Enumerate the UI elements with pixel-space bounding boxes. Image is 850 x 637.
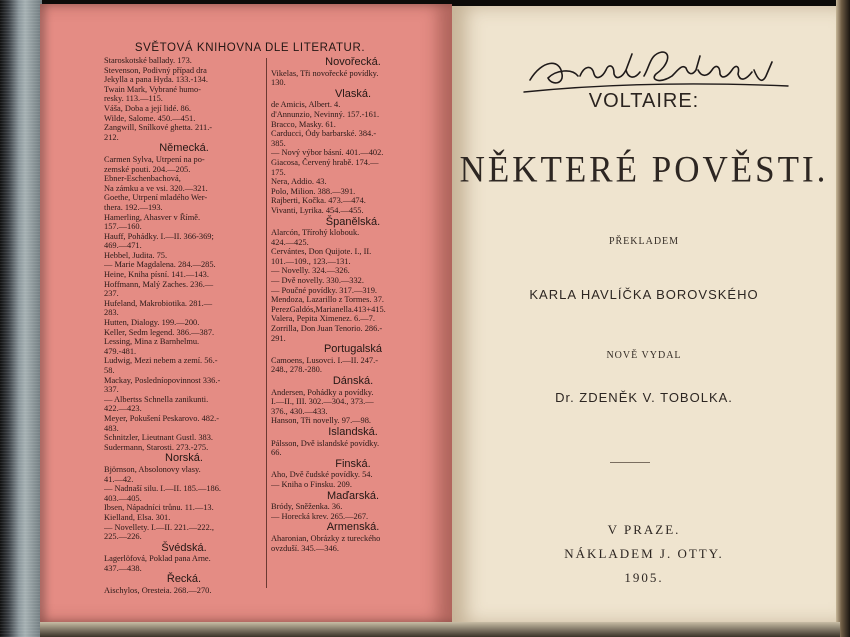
catalog-left-column xyxy=(104,56,264,596)
catalog-entry: de Amicis, Albert. 4. xyxy=(271,100,341,110)
catalog-entry: thera. 192.—193. xyxy=(104,202,163,212)
catalog-entry: 41.—42. xyxy=(104,474,134,484)
language-section-heading: Vlaská. xyxy=(334,87,372,100)
catalog-entry: — Albertss Schnella zanikunti. xyxy=(104,394,209,404)
catalog-entry: Goethe, Utrpení mladého Wer- xyxy=(104,193,208,203)
catalog-entry: d'Annunzio, Nevinný. 157.-161. xyxy=(271,109,380,119)
catalog-entry: — Nový výbor básní. 401.—402. xyxy=(271,148,384,158)
catalog-entry: 237. xyxy=(104,289,119,299)
catalog-entry: — Marie Magdalena. 284.—285. xyxy=(104,260,216,270)
column-divider xyxy=(266,58,267,588)
library-series-title: SVĚTOVÁ KNIHOVNA DLE LITERATUR. xyxy=(134,42,366,54)
catalog-entry: Hamerling, Ahasver v Římě. xyxy=(104,212,201,222)
catalog-entry: 130. xyxy=(271,78,286,88)
catalog-entry: Vivanti, Lyrika. 454.—455. xyxy=(271,205,364,215)
catalog-entry: 291. xyxy=(271,333,286,343)
catalog-entry: Lagerlöfová, Poklad pana Arne. xyxy=(104,554,211,564)
language-section-heading: Islandská. xyxy=(328,425,378,438)
catalog-entry: Mendoza, Lazarillo z Tormes. 37. xyxy=(271,295,384,305)
catalog-entry: Hanson, Tři novelly. 97.—98. xyxy=(271,416,372,426)
page-edge xyxy=(836,0,850,637)
catalog-entry: 157.—160. xyxy=(104,222,142,232)
catalog-entry: Hufeland, Makrobiotika. 281.— xyxy=(104,298,213,308)
publication-city: V PRAZE. xyxy=(607,522,681,537)
catalog-entry: Staroskotské ballady. 173. xyxy=(104,56,192,65)
language-section-heading: Maďarská. xyxy=(327,489,379,502)
catalog-entry: PerezGaldós,Marianella.413+415. xyxy=(271,304,386,314)
catalog-entry: Wilde, Salome. 450.—451. xyxy=(104,113,196,123)
catalog-entry: 469.—471. xyxy=(104,241,142,251)
catalog-entry: Schnitzler, Lieutnant Gustl. 383. xyxy=(104,433,213,443)
catalog-entry: 479.-481. xyxy=(104,346,137,356)
catalog-entry: — Novellety. I.—II. 221.—222., xyxy=(104,522,214,532)
catalog-entry: Hauff, Pohádky. I.—II. 366-369; xyxy=(104,231,214,241)
catalog-entry: Giacosa, Červený hrabě. 174.— xyxy=(271,157,379,167)
catalog-entry: Bródy, Sněženka. 36. xyxy=(271,502,343,512)
catalog-entry: Twain Mark, Vybrané humo- xyxy=(104,84,201,94)
catalog-entry: Aischylos, Oresteia. 268.—270. xyxy=(104,586,212,596)
language-section-heading: Finská. xyxy=(335,457,371,470)
publisher: NÁKLADEM J. OTTY. xyxy=(564,546,724,561)
catalog-entry: 283. xyxy=(104,308,119,318)
page-bottom-edge xyxy=(40,622,840,637)
catalog-entry: Valera, Pepita Ximenez. 6.—7. xyxy=(271,314,375,324)
catalog-entry: 403.—405. xyxy=(104,493,142,503)
catalog-entry: 212. xyxy=(104,132,119,142)
catalog-entry: Bracco, Masky. 61. xyxy=(271,119,336,129)
catalog-entry: 376., 430.—433. xyxy=(271,406,328,416)
catalog-entry: resky. 113.—115. xyxy=(104,94,163,104)
catalog-entry: Hutten, Dialogy. 199.—200. xyxy=(104,318,200,328)
translator-name: KARLA HAVLÍČKA BOROVSKÉHO xyxy=(529,287,759,302)
catalog-entry: Kielland, Elsa. 301. xyxy=(104,512,171,522)
catalog-entry: 175. xyxy=(271,167,286,177)
catalog-entry: 437.—438. xyxy=(104,563,142,573)
catalog-entry: Cervántes, Don Quijote. I., II. xyxy=(271,247,372,257)
catalog-entry: Björnson, Absolonovy vlasy. xyxy=(104,464,201,474)
language-section-heading: Dánská. xyxy=(332,375,374,387)
catalog-entry: Carmen Sylva, Utrpení na po- xyxy=(104,154,205,164)
catalog-entry: 422.—423. xyxy=(104,404,142,414)
translated-by-label: PŘEKLADEM xyxy=(608,236,680,247)
catalog-entry: Lessing, Mina z Barnhelmu. xyxy=(104,337,200,347)
catalog-entry: Alarcón, Třírohý klobouk. xyxy=(271,228,360,238)
catalog-entry: Mackay, Posledníopovinnost 336.- xyxy=(104,375,221,385)
catalog-entry: — Poučné povídky. 317.—319. xyxy=(271,285,377,295)
language-section-heading: Norská. xyxy=(165,452,203,465)
language-section-heading: Španělská. xyxy=(325,215,381,228)
catalog-entry: — Dvě novelly. 330.—332. xyxy=(271,276,364,286)
catalog-entry: Ebner-Eschenbachová, xyxy=(104,174,181,184)
language-section-heading: Německá. xyxy=(159,142,209,155)
catalog-entry: 58. xyxy=(104,366,115,375)
language-section-heading: Řecká. xyxy=(166,573,202,586)
language-section-heading: Švédská. xyxy=(161,541,207,554)
catalog-entry: Jekylla a pana Hyda. 133.-134. xyxy=(104,75,208,85)
language-section-heading: Novořecká. xyxy=(325,56,381,68)
catalog-entry: Vikelas, Tři novořecké povídky. xyxy=(271,68,379,78)
language-section-heading: Portugalská xyxy=(323,343,383,356)
catalog-entry: — Nadnaší silu. I.—II. 185.—186. xyxy=(104,484,222,494)
catalog-entry: 483. xyxy=(104,423,119,433)
catalog-entry: Pálsson, Dvě islandské povídky. xyxy=(271,438,380,448)
catalog-right-column xyxy=(271,56,435,553)
catalog-entry: 225.—226. xyxy=(104,532,142,542)
publication-year: 1905. xyxy=(624,570,664,585)
catalog-entry: — Novelly. 324.—326. xyxy=(271,266,350,276)
catalog-entry: Ibsen, Nápadníci trůnu. 11.—13. xyxy=(104,503,214,513)
catalog-entry: 66. xyxy=(271,448,282,458)
catalog-entry: ovzduší. 345.—346. xyxy=(271,543,339,553)
catalog-entry: Keller, Sedm legend. 386.—387. xyxy=(104,327,215,337)
catalog-entry: Nera, Addio. 43. xyxy=(271,177,327,187)
edited-by-label: NOVĚ VYDAL xyxy=(606,350,682,361)
catalog-entry: Stevenson, Podivný případ dra xyxy=(104,65,207,75)
catalog-entry: Zangwill, Snílkové ghetta. 211.- xyxy=(104,123,213,133)
catalog-entry: 424.—425. xyxy=(271,237,309,247)
catalog-entry: 248., 278.-280. xyxy=(271,365,322,375)
catalog-entry: Rajberti, Kočka. 473.—474. xyxy=(271,196,366,206)
catalog-entry: — Horecká krev. 265.—267. xyxy=(271,511,369,521)
catalog-entry: Polo, Milion. 388.—391. xyxy=(271,186,356,196)
catalog-entry: Zorrilla, Don Juan Tenorio. 286.- xyxy=(271,324,383,334)
catalog-entry: Heine, Kniha písní. 141.—143. xyxy=(104,270,209,280)
catalog-entry: Aharonian, Obrázky z tureckého xyxy=(271,533,381,543)
catalog-entry: 385. xyxy=(271,138,286,148)
catalog-entry: 101.—109., 123.—131. xyxy=(271,256,351,266)
catalog-entry: Carducci, Ódy barbarské. 384.- xyxy=(271,129,377,139)
language-section-heading: Armenská. xyxy=(326,521,380,534)
catalog-entry: Meyer, Pokušení Peskarovo. 482.- xyxy=(104,413,220,423)
separator-rule xyxy=(610,462,650,463)
catalog-entry: Váša, Doba a její lidé. 86. xyxy=(104,103,191,113)
book-spine xyxy=(0,0,42,637)
catalog-entry: Na zámku a ve vsi. 320.—321. xyxy=(104,183,208,193)
catalog-entry: Andersen, Pohádky a povídky. xyxy=(271,387,374,397)
catalog-entry: I.—II., III. 302.—304., 373.— xyxy=(271,397,374,407)
catalog-entry: Aho, Dvě čudské povídky. 54. xyxy=(271,470,373,480)
author-heading: VOLTAIRE: xyxy=(588,90,700,112)
catalog-entry: Ludwig, Mezi nebem a zemí. 56.- xyxy=(104,356,218,366)
catalog-entry: — Kniha o Finsku. 209. xyxy=(271,479,352,489)
catalog-entry: 337. xyxy=(104,385,119,395)
book-title: NĚKTERÉ POVĚSTI. xyxy=(459,149,829,190)
catalog-entry: zemské pouti. 204.—205. xyxy=(104,164,191,174)
catalog-entry: Hebbel, Judita. 75. xyxy=(104,250,168,260)
catalog-entry: Sudermann, Starosti. 273.-275. xyxy=(104,442,209,452)
editor-name: Dr. ZDENĚK V. TOBOLKA. xyxy=(555,390,733,405)
catalog-entry: Hoffmann, Malý Zaches. 236.— xyxy=(104,279,214,289)
catalog-entry: Camoens, Lusovci. I.—II. 247.- xyxy=(271,355,378,365)
